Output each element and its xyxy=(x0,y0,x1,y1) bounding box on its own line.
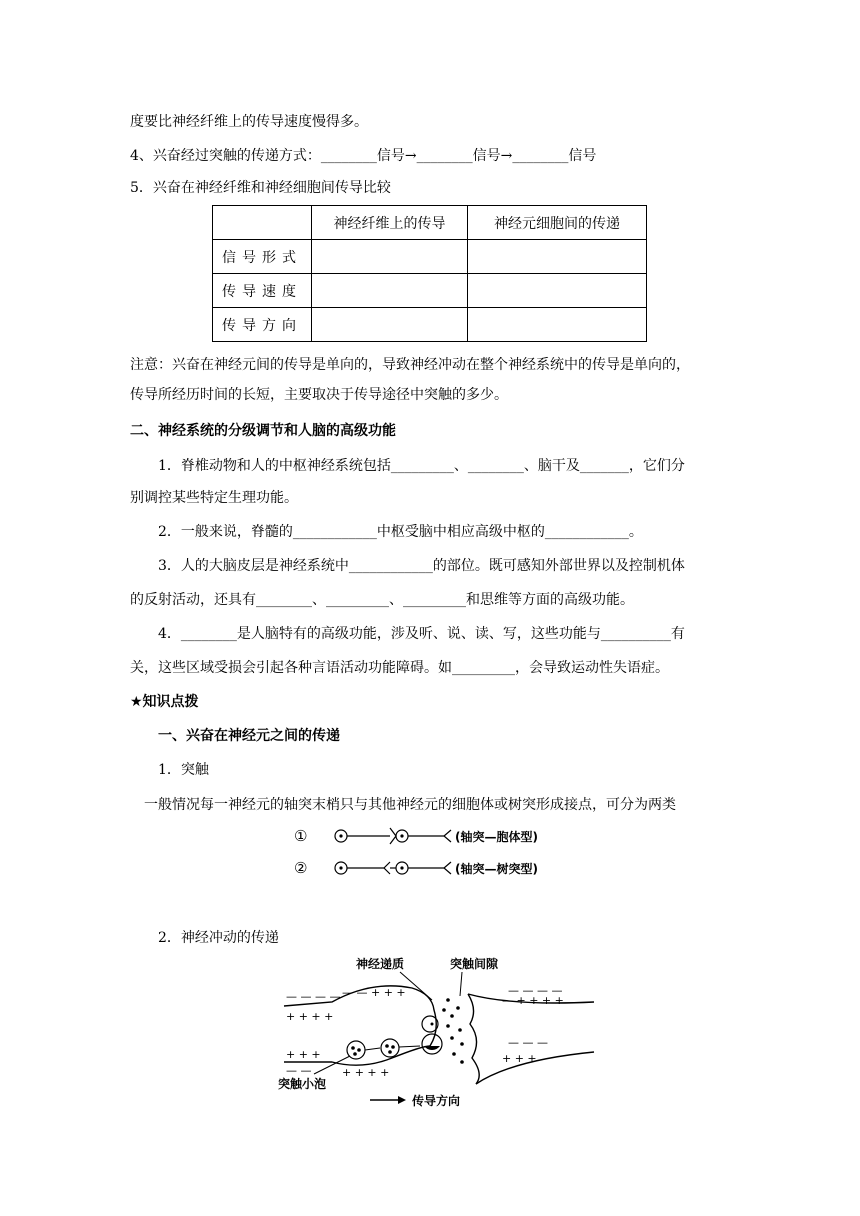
type-1-number: ① xyxy=(294,827,308,845)
table-cell xyxy=(468,240,647,274)
table-header: 神经元细胞间的传递 xyxy=(468,206,647,240)
svg-text:— — — —: — — — — xyxy=(286,990,341,1003)
question-3-line-2: 的反射活动，还具有________、_________、_________和思维等方面的高级功能。 xyxy=(130,592,634,608)
subsection-heading: 一、兴奋在神经元之间的传递 xyxy=(158,728,340,744)
synapse-description: 一般情况每一神经元的轴突末梢只与其他神经元的细胞体或树突形成接点，可分为两类 xyxy=(144,797,676,813)
item-4: 4、兴奋经过突触的传递方式：________信号→________信号→________信号 xyxy=(130,148,597,164)
type-2-number: ② xyxy=(294,859,308,877)
table-cell xyxy=(312,240,468,274)
note-line-2: 传导所经历时间的长短，主要取决于传导途径中突触的多少。 xyxy=(130,387,508,403)
table-header-row xyxy=(213,206,647,240)
section-heading: 二、神经系统的分级调节和人脑的高级功能 xyxy=(130,423,396,439)
svg-text:— — + + +: — — + + + xyxy=(342,986,406,999)
question-1-line-2: 别调控某些特定生理功能。 xyxy=(130,490,298,506)
table-cell: 传导方向 xyxy=(213,308,312,342)
transmission-heading: 2．神经冲动的传递 xyxy=(158,930,279,946)
synaptic-cleft-label: 突触间隙 xyxy=(450,957,499,971)
synaptic-vesicle-label: 突触小泡 xyxy=(278,1077,327,1091)
svg-text:— — — —: — — — — xyxy=(508,984,563,997)
type-1-label: (轴突—胞体型) xyxy=(455,830,538,844)
question-3-line-1: 3．人的大脑皮层是神经系统中____________的部位。既可感知外部世界以及控制机体 xyxy=(158,558,685,574)
table-header: 神经纤维上的传导 xyxy=(312,206,468,240)
neurotransmitter-label: 神经递质 xyxy=(356,957,405,971)
svg-text:+ + +: + + + xyxy=(502,1052,537,1065)
question-1-line-1: 1．脊椎动物和人的中枢神经系统包括_________、________、脑干及_______，它们分 xyxy=(158,458,685,474)
table-header xyxy=(213,206,312,240)
svg-text:+ + + +: + + + + xyxy=(286,1010,334,1023)
svg-text:— + + + +: — + + + + xyxy=(502,994,564,1007)
note-line-1: 注意：兴奋在神经元间的传导是单向的，导致神经冲动在整个神经系统中的传导是单向的， xyxy=(130,357,690,373)
table-cell: 信号形式 xyxy=(213,240,312,274)
item-5: 5．兴奋在神经纤维和神经细胞间传导比较 xyxy=(130,180,391,196)
table-cell xyxy=(468,308,647,342)
synapse-heading: 1．突触 xyxy=(158,762,209,778)
table-cell: 传导速度 xyxy=(213,274,312,308)
table-row xyxy=(213,274,647,308)
svg-text:+ + + +: + + + + xyxy=(342,1066,390,1079)
synapse-types-figure xyxy=(284,822,544,884)
question-4-line-2: 关，这些区域受损会引起各种言语活动功能障碍。如_________，会导致运动性失语症。 xyxy=(130,660,669,676)
svg-text:— — —: — — — xyxy=(508,1036,548,1049)
table-row xyxy=(213,308,647,342)
type-2-label: (轴突—树突型) xyxy=(455,862,538,876)
question-4-line-1: 4．________是人脑特有的高级功能，涉及听、说、读、写，这些功能与__________有 xyxy=(158,626,685,642)
table-cell xyxy=(312,308,468,342)
paragraph: 度要比神经纤维上的传导速度慢得多。 xyxy=(130,114,368,130)
synapse-transmission-figure xyxy=(272,950,604,1110)
comparison-table xyxy=(212,205,647,342)
question-2: 2．一般来说，脊髓的____________中枢受脑中相应高级中枢的____________。 xyxy=(158,524,643,540)
table-cell xyxy=(312,274,468,308)
direction-label: 传导方向 xyxy=(412,1094,461,1108)
svg-text:+ + +: + + + xyxy=(286,1048,321,1061)
table-row xyxy=(213,240,647,274)
svg-text:— —: — — xyxy=(286,1064,312,1077)
table-cell xyxy=(468,274,647,308)
knowledge-heading: ★知识点拨 xyxy=(130,694,199,710)
